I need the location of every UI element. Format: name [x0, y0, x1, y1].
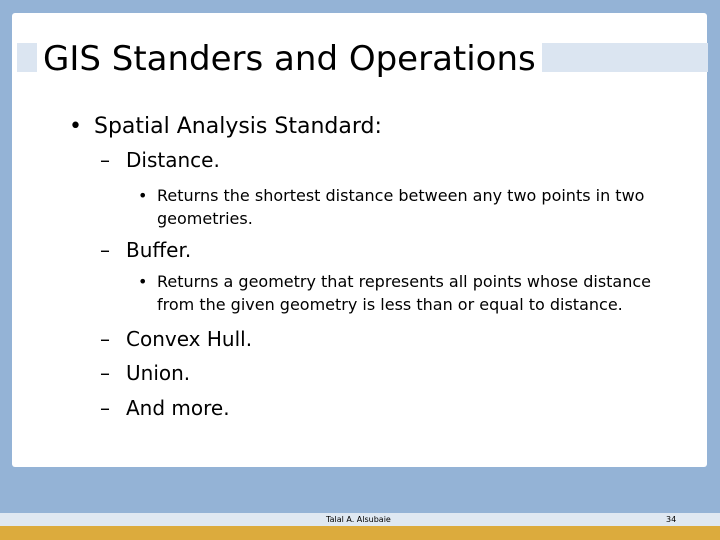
- sub-bullet-text: Union.: [126, 361, 191, 385]
- bullet-marker: •: [138, 272, 148, 291]
- detail-buffer: [138, 270, 657, 316]
- dash-marker: –: [100, 148, 110, 172]
- sub-bullet-convex-hull: [100, 326, 252, 352]
- sub-bullet-text: Convex Hull.: [126, 327, 253, 351]
- sub-bullet-distance: [100, 147, 220, 173]
- sub-bullet-union: [100, 360, 190, 386]
- sub-bullet-buffer: [100, 237, 191, 263]
- bullet-spatial-analysis: [69, 113, 382, 141]
- footer-accent-bar: [0, 526, 720, 540]
- bullet-text: Spatial Analysis Standard:: [94, 114, 382, 139]
- footer-author: Talal A. Alsubaie: [326, 515, 391, 524]
- sub-bullet-and-more: [100, 395, 230, 421]
- dash-marker: –: [100, 396, 110, 420]
- sub-bullet-text: Buffer.: [126, 238, 192, 262]
- slide-title: GIS Standers and Operations: [37, 37, 542, 81]
- bullet-marker: •: [69, 114, 82, 139]
- bullet-marker: •: [138, 186, 148, 205]
- sub-bullet-text: Distance.: [126, 148, 220, 172]
- page-number: 34: [666, 515, 677, 524]
- sub-bullet-text: And more.: [126, 396, 230, 420]
- detail-distance: [138, 184, 657, 230]
- dash-marker: –: [100, 327, 110, 351]
- dash-marker: –: [100, 238, 110, 262]
- detail-text: Returns the shortest distance between any two points in two geometries.: [157, 186, 645, 228]
- detail-text: Returns a geometry that represents all points whose distance from the given geometry is less than or equal to distance.: [157, 272, 652, 314]
- dash-marker: –: [100, 361, 110, 385]
